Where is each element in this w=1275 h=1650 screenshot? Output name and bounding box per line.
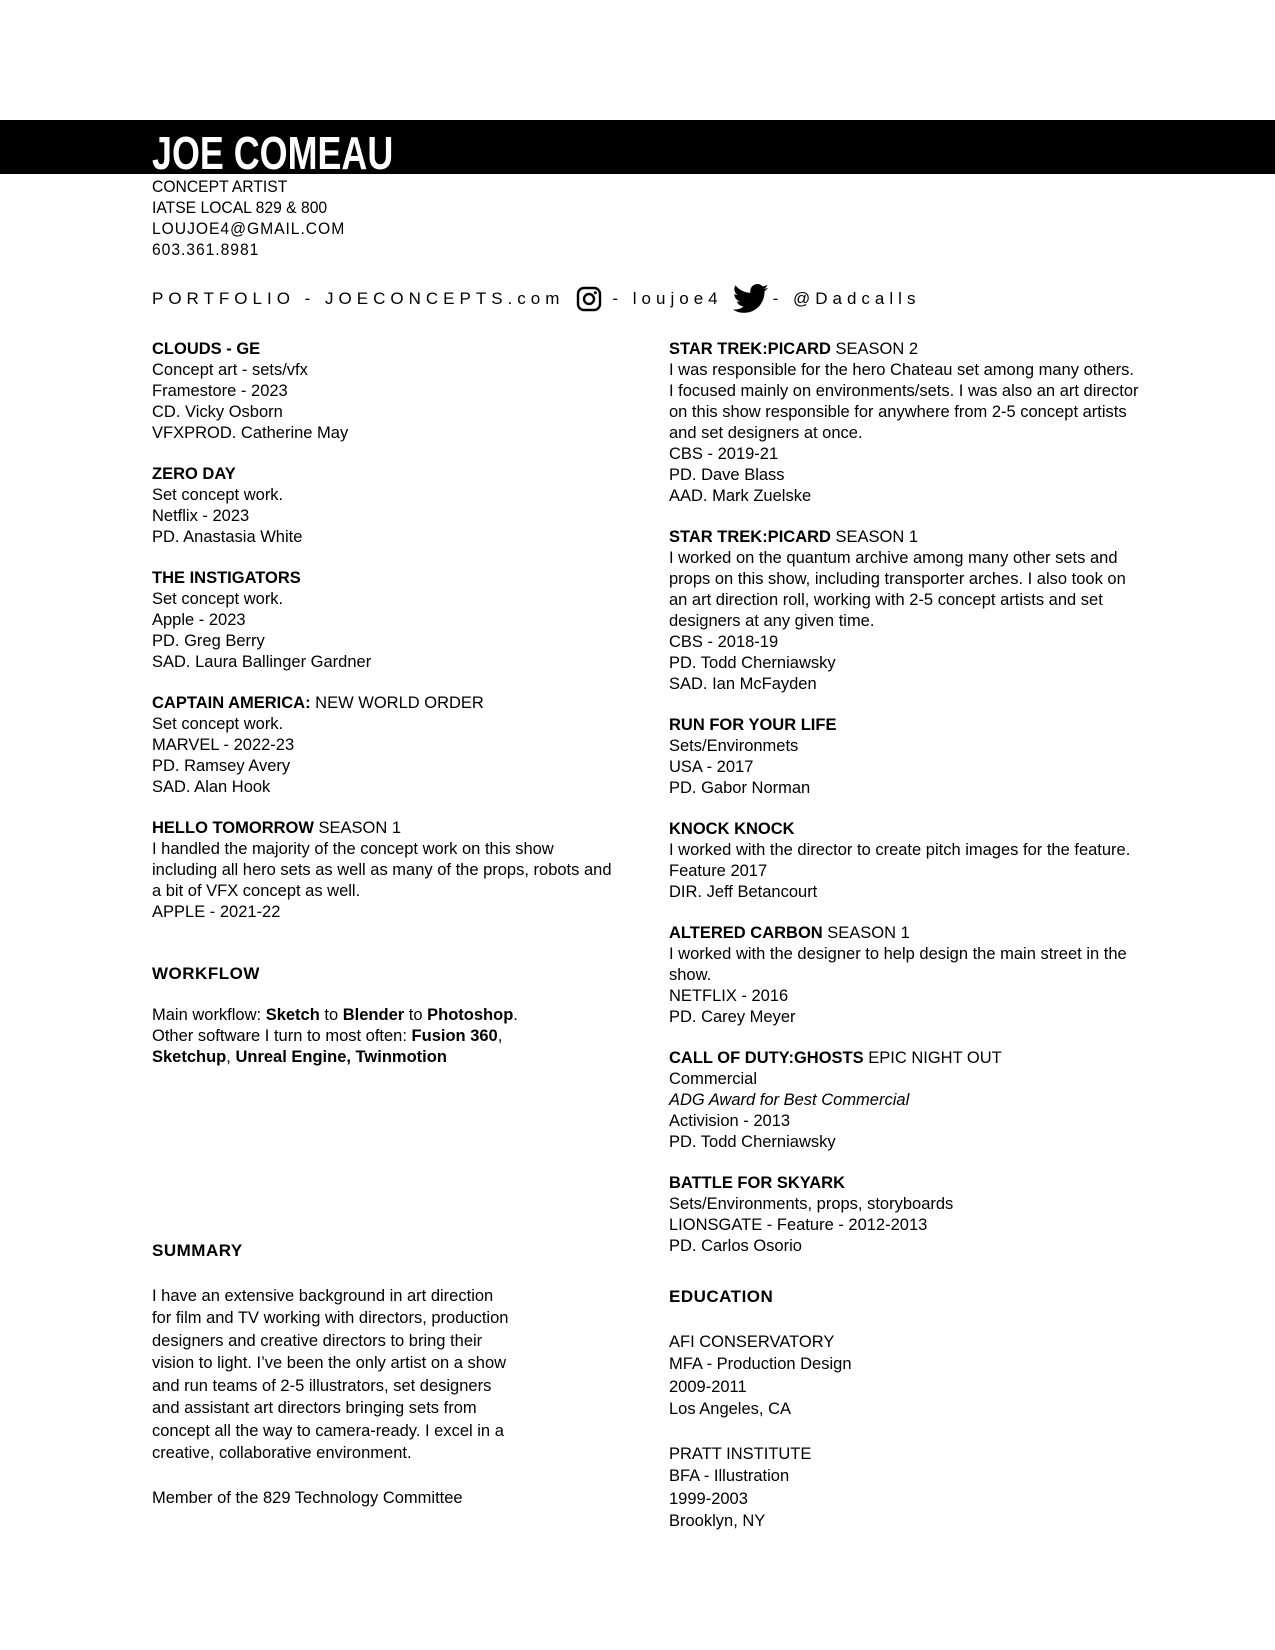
job-subtitle: SEASON 1 bbox=[830, 528, 919, 546]
twitter-icon bbox=[733, 284, 769, 314]
job-line: Set concept work. bbox=[152, 715, 284, 733]
instagram-icon bbox=[576, 286, 602, 312]
job-title: ALTERED CARBON bbox=[669, 924, 823, 942]
job-subtitle: NEW WORLD ORDER bbox=[310, 694, 484, 712]
section-heading: WORKFLOW bbox=[152, 964, 260, 983]
phone: 603.361.8981 bbox=[152, 241, 260, 259]
job-line: PD. Todd Cherniawsky bbox=[669, 654, 836, 672]
job-line: Set concept work. bbox=[152, 486, 284, 504]
job-subtitle: SEASON 1 bbox=[313, 819, 402, 837]
job-title: RUN FOR YOUR LIFE bbox=[669, 716, 837, 734]
contact-block bbox=[152, 177, 355, 261]
job-line: APPLE - 2021-22 bbox=[152, 903, 281, 921]
person-name: JOE COMEAU bbox=[152, 127, 394, 179]
years: 1999-2003 bbox=[669, 1489, 748, 1508]
job-line: VFXPROD. Catherine May bbox=[152, 424, 349, 442]
job-title: HELLO TOMORROW bbox=[152, 819, 314, 837]
job-subtitle: SEASON 1 bbox=[822, 924, 910, 942]
job-line: PD. Anastasia White bbox=[152, 528, 303, 546]
job-title: CLOUDS - GE bbox=[152, 340, 261, 358]
education-section bbox=[669, 1286, 1069, 1555]
job-line: Feature 2017 bbox=[669, 862, 768, 880]
job-line: Framestore - 2023 bbox=[152, 382, 288, 400]
job-title: KNOCK KNOCK bbox=[669, 820, 795, 838]
location: Los Angeles, CA bbox=[669, 1400, 791, 1418]
job-line: PD. Carlos Osorio bbox=[669, 1237, 802, 1255]
school-entry bbox=[669, 1443, 1069, 1533]
portfolio-link[interactable]: PORTFOLIO - JOECONCEPTS.com bbox=[152, 289, 565, 308]
right-job-list bbox=[669, 339, 1139, 1277]
social-links bbox=[152, 284, 920, 314]
degree: MFA - Production Design bbox=[669, 1355, 852, 1373]
main-workflow: Main workflow: Sketch to Blender to Photoshop. bbox=[152, 1006, 518, 1024]
job-line: Commercial bbox=[669, 1070, 758, 1088]
degree: BFA - Illustration bbox=[669, 1467, 790, 1485]
job-entry bbox=[669, 819, 1139, 903]
summary-body: I have an extensive background in art direction for film and TV working with directors, production designers and creative directors to bring their vision to light. I’ve been the only artist on a show and run teams of 2-5 illustrators, set designers and assistant art directors bringing sets from concept all the way to camera-ready. I excel in a creative, collaborative environment. bbox=[152, 1286, 509, 1462]
job-line: PD. Carey Meyer bbox=[669, 1008, 796, 1026]
job-line: CD. Vicky Osborn bbox=[152, 403, 283, 421]
job-line: PD. Gabor Norman bbox=[669, 779, 811, 797]
job-line: NETFLIX - 2016 bbox=[669, 987, 789, 1005]
email[interactable]: LOUJOE4@GMAIL.COM bbox=[152, 220, 346, 238]
summary-section bbox=[152, 1240, 512, 1509]
role: CONCEPT ARTIST bbox=[152, 178, 288, 196]
school-name: AFI CONSERVATORY bbox=[669, 1332, 835, 1351]
job-entry bbox=[152, 818, 622, 923]
job-line: AAD. Mark Zuelske bbox=[669, 487, 812, 505]
job-description: I worked on the quantum archive among many other sets and props on this show, including transporter arches. I also took on an art direction roll, working with 2-5 concept artists and set designers at any given time. bbox=[669, 549, 1126, 630]
job-line: USA - 2017 bbox=[669, 758, 754, 776]
job-subtitle: EPIC NIGHT OUT bbox=[863, 1049, 1002, 1067]
union: IATSE LOCAL 829 & 800 bbox=[152, 199, 328, 217]
job-entry bbox=[669, 339, 1139, 507]
section-heading: EDUCATION bbox=[669, 1287, 774, 1306]
left-job-list bbox=[152, 339, 622, 943]
job-subtitle: SEASON 2 bbox=[830, 340, 919, 358]
job-line: PD. Todd Cherniawsky bbox=[669, 1133, 836, 1151]
job-line: PD. Dave Blass bbox=[669, 466, 785, 484]
job-line: Set concept work. bbox=[152, 590, 284, 608]
job-entry bbox=[669, 1048, 1139, 1153]
other-software: Other software I turn to most often: Fusion 360, Sketchup, Unreal Engine, Twinmotion bbox=[152, 1027, 503, 1066]
job-line: CBS - 2019-21 bbox=[669, 445, 779, 463]
school-name: PRATT INSTITUTE bbox=[669, 1444, 812, 1463]
job-title: ZERO DAY bbox=[152, 465, 236, 483]
job-entry bbox=[669, 527, 1139, 695]
job-title: CALL OF DUTY:GHOSTS bbox=[669, 1049, 864, 1067]
section-heading: SUMMARY bbox=[152, 1241, 243, 1260]
job-entry bbox=[152, 693, 622, 798]
job-description: I was responsible for the hero Chateau set among many others. I focused mainly on environments/sets. I was also an art director on this show responsible for anywhere from 2-5 concept artists and set designers at once. bbox=[669, 361, 1139, 442]
location: Brooklyn, NY bbox=[669, 1512, 766, 1530]
job-entry bbox=[669, 923, 1139, 1028]
job-description: I worked with the director to create pitch images for the feature. bbox=[669, 841, 1131, 859]
job-line: Sets/Environmets bbox=[669, 737, 799, 755]
job-line: Apple - 2023 bbox=[152, 611, 246, 629]
job-entry bbox=[152, 568, 622, 673]
job-title: STAR TREK:PICARD bbox=[669, 340, 831, 358]
workflow-section bbox=[152, 963, 652, 1068]
job-line: SAD. Laura Ballinger Gardner bbox=[152, 653, 372, 671]
school-entry bbox=[669, 1331, 1069, 1421]
job-entry bbox=[669, 1173, 1139, 1257]
job-title: CAPTAIN AMERICA: bbox=[152, 694, 311, 712]
job-entry bbox=[152, 339, 622, 444]
years: 2009-2011 bbox=[669, 1377, 747, 1396]
job-line: MARVEL - 2022-23 bbox=[152, 736, 295, 754]
job-entry bbox=[669, 715, 1139, 799]
job-description: I handled the majority of the concept work on this show including all hero sets as well as many of the props, robots and a bit of VFX concept as well. bbox=[152, 840, 612, 900]
job-line: PD. Greg Berry bbox=[152, 632, 265, 650]
job-line: SAD. Alan Hook bbox=[152, 778, 271, 796]
instagram-handle[interactable]: - loujoe4 bbox=[612, 289, 723, 308]
membership: Member of the 829 Technology Committee bbox=[152, 1488, 463, 1507]
job-line: DIR. Jeff Betancourt bbox=[669, 883, 818, 901]
job-description: I worked with the designer to help design the main street in the show. bbox=[669, 945, 1127, 984]
job-title: THE INSTIGATORS bbox=[152, 569, 301, 587]
award: ADG Award for Best Commercial bbox=[669, 1091, 910, 1109]
twitter-handle[interactable]: - @Dadcalls bbox=[772, 289, 921, 308]
job-line: Sets/Environments, props, storyboards bbox=[669, 1195, 954, 1213]
job-entry bbox=[152, 464, 622, 548]
job-line: LIONSGATE - Feature - 2012-2013 bbox=[669, 1216, 928, 1234]
job-line: CBS - 2018-19 bbox=[669, 633, 779, 651]
job-line: Concept art - sets/vfx bbox=[152, 361, 308, 379]
job-line: PD. Ramsey Avery bbox=[152, 757, 291, 775]
job-title: STAR TREK:PICARD bbox=[669, 528, 831, 546]
job-title: BATTLE FOR SKYARK bbox=[669, 1174, 846, 1192]
job-line: Netflix - 2023 bbox=[152, 507, 250, 525]
job-line: SAD. Ian McFayden bbox=[669, 675, 817, 693]
job-line: Activision - 2013 bbox=[669, 1112, 791, 1130]
